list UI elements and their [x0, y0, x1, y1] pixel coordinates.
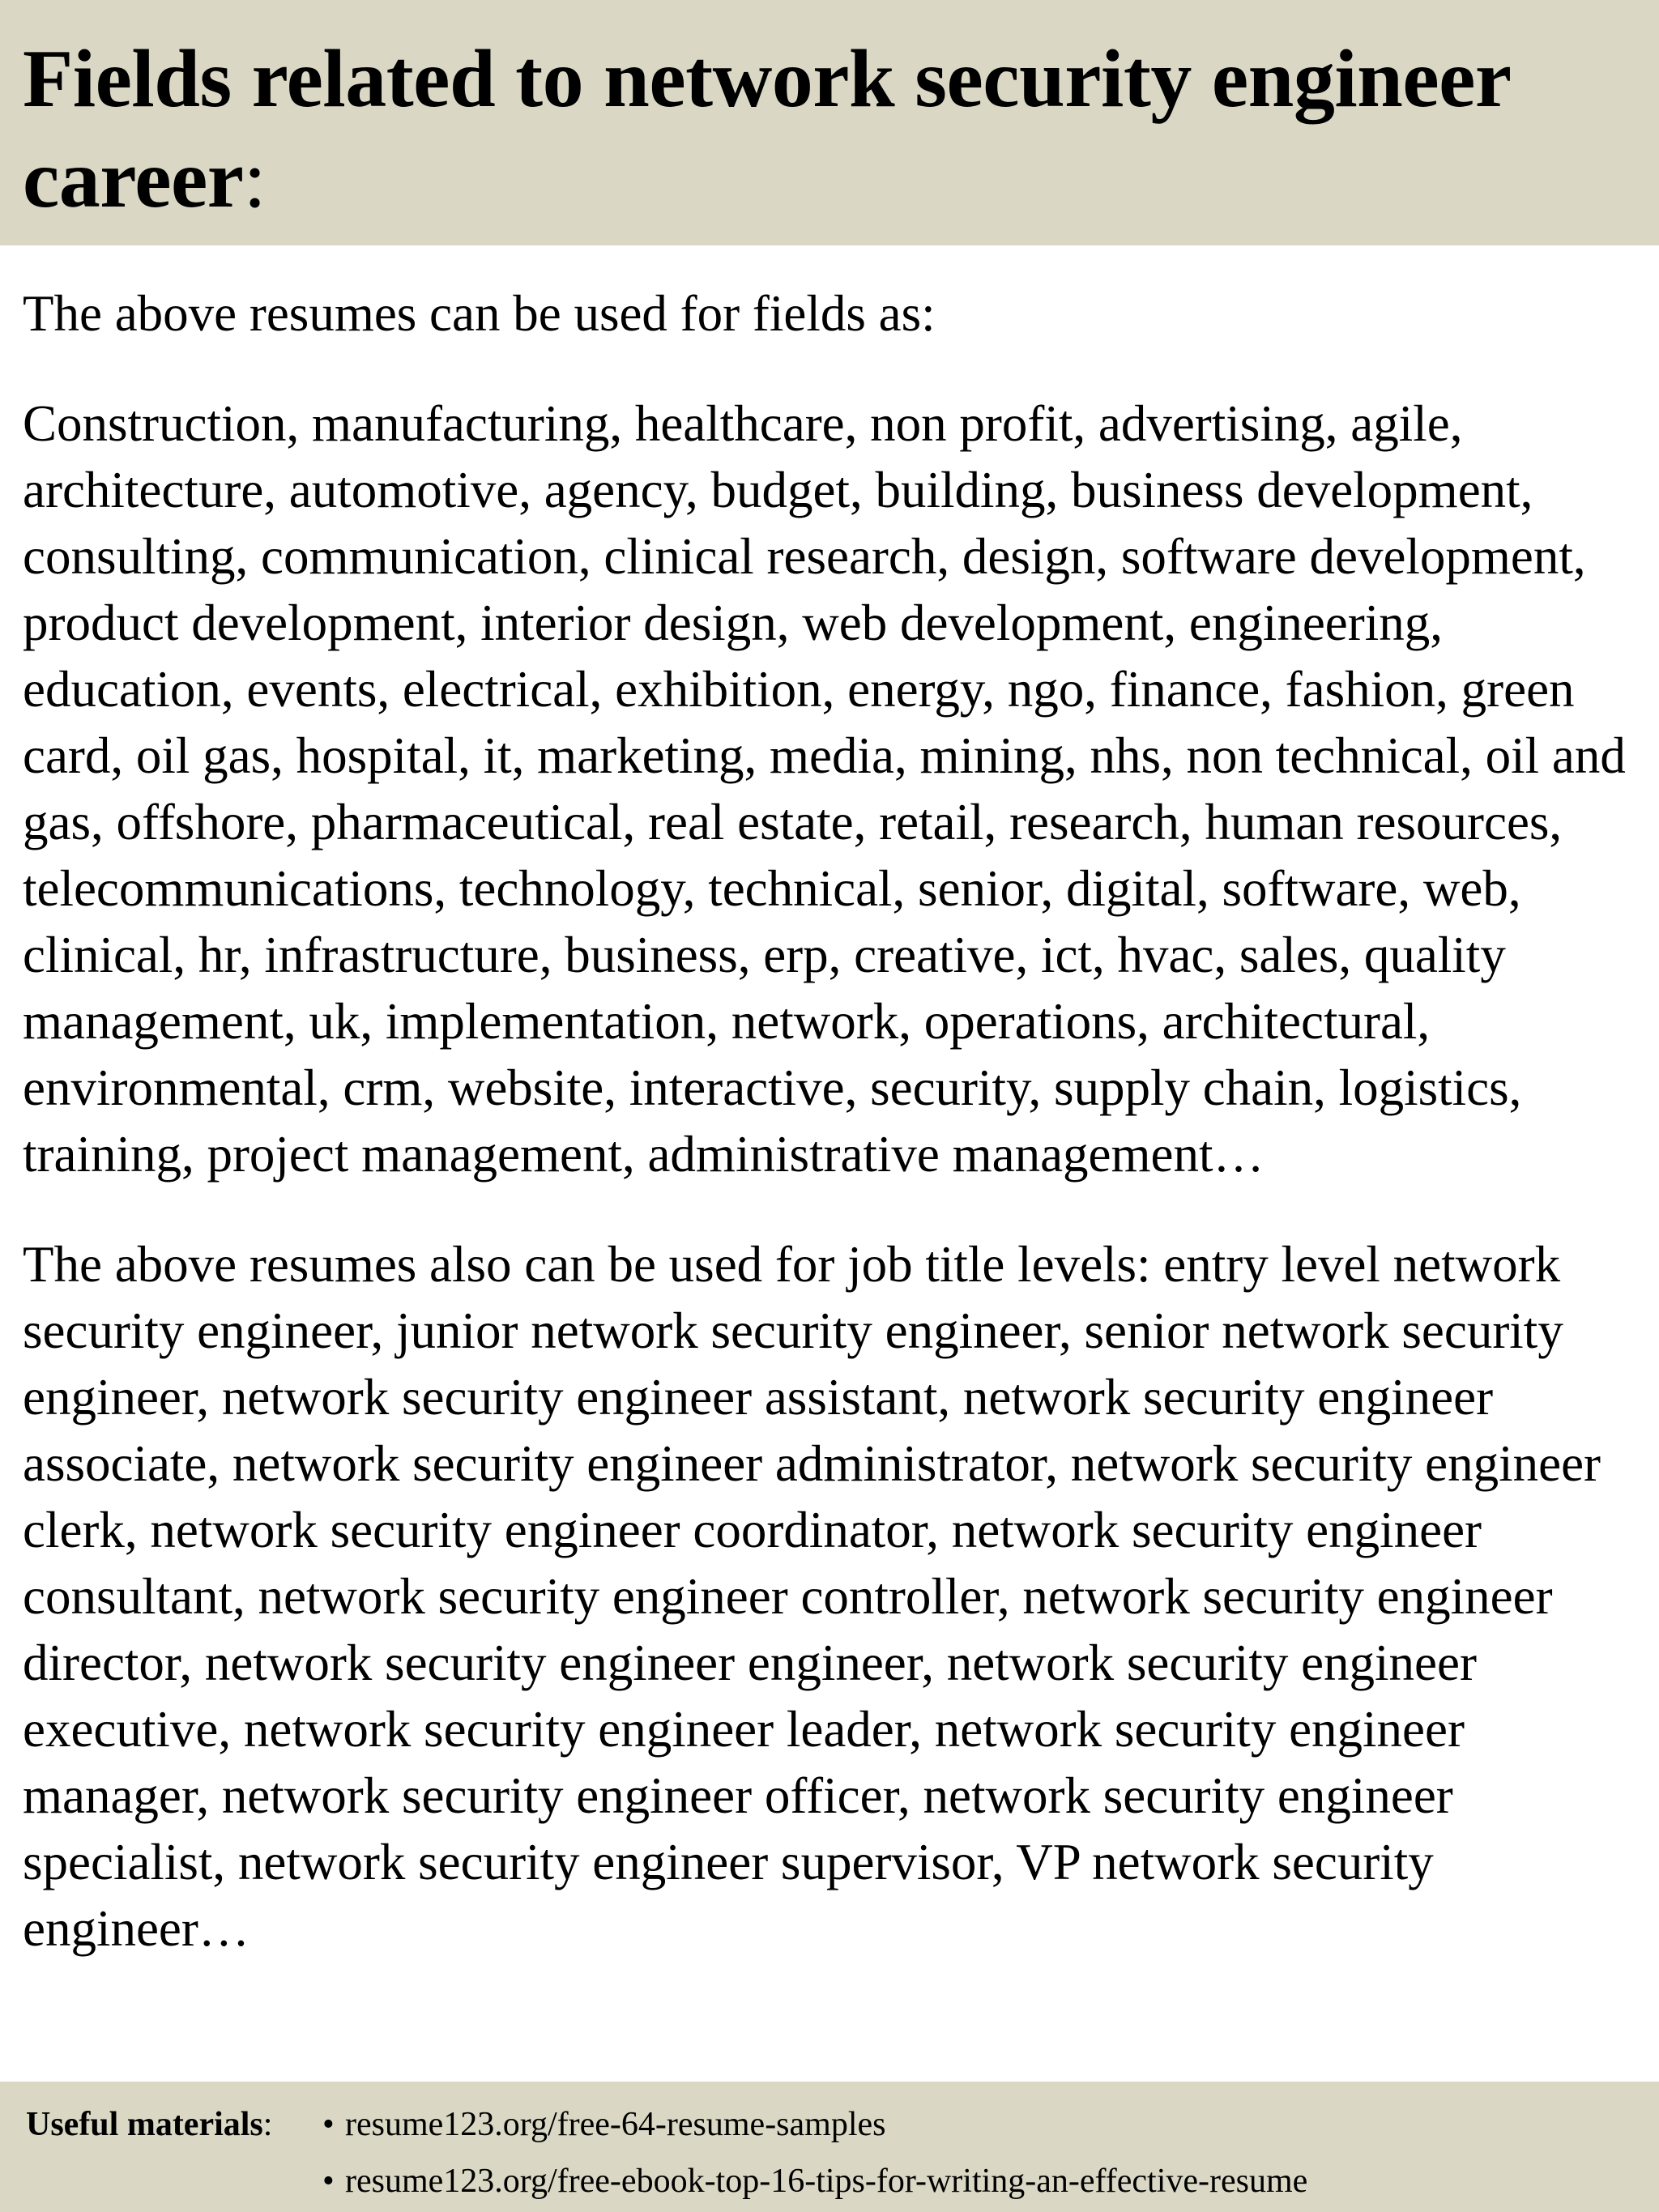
page-title-colon: :	[243, 134, 267, 225]
resume-samples-link[interactable]: resume123.org/free-64-resume-samples	[345, 2106, 886, 2143]
page-title-text: Fields related to network security engineer career	[23, 33, 1510, 225]
list-item	[322, 2096, 1307, 2153]
list-item	[322, 2153, 1307, 2210]
fields-paragraph: Construction, manufacturing, healthcare, non profit, advertising, agile, architecture, automotive, agency, budget, building, business development, consulting, communication, clinical research, design, software development, product development, interior design, web development, engineering, education, events, electrical, exhibition, energy, ngo, finance, fashion, green card, oil gas, hospital, it, marketing, media, mining, nhs, non technical, oil and gas, offshore, pharmaceutical, real estate, retail, research, human resources, telecommunications, technology, technical, senior, digital, software, web, clinical, hr, infrastructure, business, erp, creative, ict, hvac, sales, quality management, uk, implementation, network, operations, architectural, environmental, crm, website, interactive, security, supply chain, logistics, training, project management, administrative management…	[23, 395, 1626, 1183]
useful-materials	[26, 2096, 1659, 2210]
ebook-tips-link[interactable]: resume123.org/free-ebook-top-16-tips-for-writing-an-effective-resume	[345, 2163, 1308, 2200]
footer-banner	[0, 2082, 1659, 2212]
main-content	[23, 280, 1643, 1962]
bullet-icon: •	[322, 2163, 335, 2200]
useful-materials-list	[322, 2096, 1307, 2210]
page-title	[23, 29, 1636, 230]
useful-materials-label: Useful materials:	[26, 2106, 273, 2143]
job-levels-paragraph: The above resumes also can be used for job title levels: entry level network security engineer, junior network security engineer, senior network security engineer, network security engineer assistant, network security engineer associate, network security engineer administrator, network security engineer clerk, network security engineer coordinator, network security engineer consultant, network security engineer controller, network security engineer director, network security engineer engineer, network security engineer executive, network security engineer leader, network security engineer manager, network security engineer officer, network security engineer specialist, network security engineer supervisor, VP network security engineer…	[23, 1236, 1601, 1957]
bullet-icon: •	[322, 2106, 335, 2143]
intro-paragraph: The above resumes can be used for fields as:	[23, 285, 936, 342]
header-banner	[0, 0, 1659, 245]
